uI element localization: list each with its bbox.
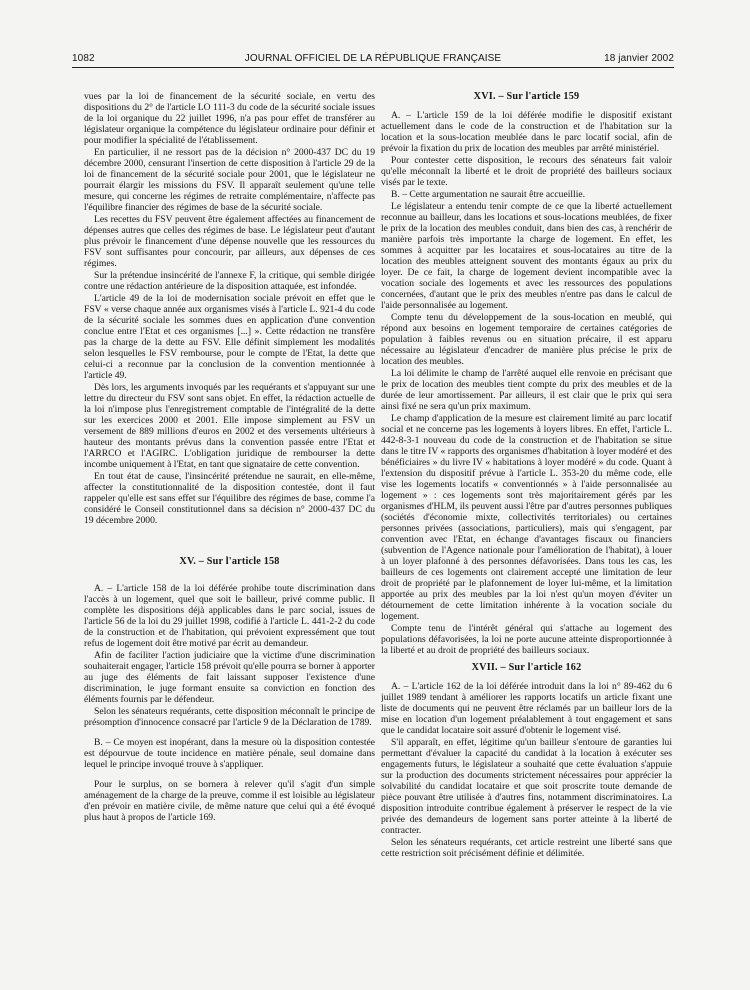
paragraph: En tout état de cause, l'insincérité prétendue ne saurait, en elle-même, affecter la constitutionnalité de la disposition contestée, dont il faut rappeler qu'elle est sans effet sur l'équilibre des régimes de base, comme l'a considéré le Conseil constitutionnel dans sa décision n° 2000-437 DC du 19 décembre 2000.: [84, 471, 375, 526]
paragraph: Le champ d'application de la mesure est clairement limité au parc locatif social et ne concerne pas les logements à loyers libres. En effet, l'article L. 442-8-3-1 nouveau du code de la construction et de l'habitation se situe dans le titre IV « rapports des organismes d'habitation à loyer modéré et des bénéficiaires » du livre IV « habitations à loyer modéré » du code. Quant à l'extension du dispositif prévue à l'article L. 353-20 du même code, elle vise les logements locatifs « conventionnés » à l'aide personnalisée au logement » : ces logements sont très majoritairement gérés par les organismes d'HLM, ils peuvent aussi l'être par d'autres personnes publiques (sociétés d'économie mixte, collectivités territoriales) ou certaines personnes privées (associations, particuliers), mais qui s'engagent, par convention avec l'Etat, en échange d'avantages fiscaux ou financiers (subvention de l'Agence nationale pour l'amélioration de l'habitat), à louer à un loyer plafonné à des personnes défavorisées. Dans tous les cas, les bailleurs de ces logements ont clairement accepté une limitation de leur droit de propriété par le plafonnement de loyer lui-même, et la limitation apportée au prix des meubles par la loi n'est qu'un moyen d'éviter un détournement de cette limitation inhérente à la vocation sociale du logement.: [381, 413, 672, 622]
paragraph: vues par la loi de financement de la sécurité sociale, en vertu des dispositions du 2° de l'article LO 111-3 du code de la sécurité sociale issues de la loi organique du 22 juillet 1996, n'a pas pour effet de transférer au législateur organique la compétence du législateur ordinaire pour définir et pour modifier la spécialité de l'établissement.: [84, 91, 375, 146]
paragraph: La loi délimite le champ de l'arrêté auquel elle renvoie en précisant que le prix de location des meubles tient compte du prix des meubles et de la durée de leur amortissement. Par ailleurs, il est clair que le prix qui sera ainsi fixé ne sera qu'un prix maximum.: [381, 368, 672, 412]
paragraph: B. – Ce moyen est inopérant, dans la mesure où la disposition contestée est dépourvue de toute incidence en matière pénale, seul domaine dans lequel le principe invoqué trouve à s'appliquer.: [84, 737, 375, 770]
paragraph: Pour contester cette disposition, le recours des sénateurs fait valoir qu'elle méconnaît la liberté et le droit de propriété des bailleurs sociaux visés par le texte.: [381, 155, 672, 188]
journal-title: JOURNAL OFFICIEL DE LA RÉPUBLIQUE FRANÇAISE: [244, 53, 502, 64]
paragraph: Compte tenu de l'intérêt général qui s'attache au logement des populations défavorisées, la loi ne porte aucune atteinte disproportionnée à la liberté et au droit de propriété des bailleurs sociaux.: [381, 623, 672, 656]
paragraph: A. – L'article 158 de la loi déférée prohibe toute discrimination dans l'accès à un logement, quel que soit le bailleur, privé comme public. Il complète les dispositions déjà applicables dans le parc social, issues de l'article 56 de la loi du 29 juillet 1998, codifié à l'article L. 441-2-2 du code de la construction et de l'habitation, qui prévoient expressément que tout refus de logement doit être motivé par écrit au demandeur.: [84, 583, 375, 649]
paragraph: Compte tenu du développement de la sous-location en meublé, qui répond aux besoins en logement temporaire de certaines catégories de population à faibles revenus ou en situation précaire, il est apparu nécessaire au législateur d'encadrer de manière plus précise le prix de location des meubles.: [381, 312, 672, 367]
spacer: [84, 771, 375, 779]
paragraph: Selon les sénateurs requérants, cet article restreint une liberté sans que cette restriction soit précisément définie et délimitée.: [381, 837, 672, 859]
paragraph: B. – Cette argumentation ne saurait être accueillie.: [391, 189, 586, 200]
section-heading-xvii: XVII. – Sur l'article 162: [471, 662, 582, 673]
publication-date: 18 janvier 2002: [604, 53, 674, 64]
section-heading-xv: XV. – Sur l'article 158: [179, 556, 280, 567]
paragraph: En particulier, il ne ressort pas de la décision n° 2000-437 DC du 19 décembre 2000, censurant l'insertion de cette disposition à l'article 29 de la loi de financement de la sécurité sociale pour 2001, que le législateur ne pourrait élargir les missions du FSV. Il apparaît seulement qu'une telle mesure, qui concerne les régimes de retraite complémentaire, n'affecte pas l'équilibre financier des régimes de base de la sécurité sociale.: [84, 147, 375, 213]
paragraph: S'il apparaît, en effet, légitime qu'un bailleur s'entoure de garanties lui permettant d'évaluer la capacité du candidat à la location à exécuter ses engagements futurs, le législateur a souhaité que cette évaluation s'appuie sur la production des documents strictement nécessaires pour apprécier la solvabilité du candidat locataire et que soit proscrite toute demande de pièce pouvant être utilisée à d'autres fins, notamment discriminatoires. La disposition introduite contribue également à préserver le respect de la vie privée des demandeurs de logement sans porter atteinte à la liberté de contracter.: [381, 737, 672, 836]
paragraph: A. – L'article 159 de la loi déférée modifie le dispositif existant actuellement dans le code de la construction et de l'habitation sur la location et la sous-location meublée dans le parc locatif social, afin de prévoir la fixation du prix de location des meubles par arrêté ministériel.: [381, 110, 672, 154]
paragraph: Pour le surplus, on se bornera à relever qu'il s'agit d'un simple aménagement de la charge de la preuve, comme il est loisible au législateur d'en prévoir en matière civile, de même nature que celui qui a été évoqué plus haut à propos de l'article 169.: [84, 779, 375, 823]
paragraph: A. – L'article 162 de la loi déférée introduit dans la loi n° 89-462 du 6 juillet 1989 tendant à améliorer les rapports locatifs un article fixant une liste de documents qui ne peuvent être réclamés par un bailleur lors de la mise en location d'un logement préalablement à tout engagement et sans que le candidat locataire soit assuré d'obtenir le logement visé.: [381, 681, 672, 736]
paragraph: Sur la prétendue insincérité de l'annexe F, la critique, qui semble dirigée contre une rédaction antérieure de la disposition attaquée, est infondée.: [84, 270, 375, 292]
paragraph: L'article 49 de la loi de modernisation sociale prévoit en effet que le FSV « verse chaque année aux organismes visés à l'article L. 921-4 du code de la sécurité sociale les sommes dues en application d'une convention conclue entre l'Etat et ces organismes [...] ». Cette rédaction ne transfère pas la charge de la dette au FSV. Elle définit simplement les modalités selon lesquelles le FSV rembourse, pour le compte de l'Etat, la dette que celui-ci a reconnue par la conclusion de la convention mentionnée à l'article 49.: [84, 293, 375, 381]
header-rule: [72, 67, 674, 68]
paragraph: Dès lors, les arguments invoqués par les requérants et s'appuyant sur une lettre du directeur du FSV sont sans objet. En effet, la rédaction actuelle de la loi n'impose plus l'enregistrement comptable de l'intégralité de la dette sur les exercices 2000 et 2001. Elle impose simplement au FSV un versement de 889 millions d'euros en 2002 et des versements ultérieurs à hauteur des montants prévus dans la convention passée entre l'Etat et l'ARRCO et l'AGIRC. L'obligation juridique de rembourser la dette incombe uniquement à l'Etat, en tant que signataire de cette convention.: [84, 382, 375, 470]
paragraph: Afin de faciliter l'action judiciaire que la victime d'une discrimination souhaiterait engager, l'article 158 prévoit qu'elle pourra se borner à apporter au juge des éléments de fait laissant supposer l'existence d'une discrimination, le juge formant ensuite sa conviction en fonction des éléments fournis par le défendeur.: [84, 650, 375, 705]
right-column: [381, 91, 672, 971]
section-heading-xvi: XVI. – Sur l'article 159: [473, 91, 580, 102]
page-number: 1082: [72, 53, 95, 64]
paragraph: Selon les sénateurs requérants, cette disposition méconnaît le principe de présomption d'innocence consacré par l'article 9 de la Déclaration de 1789.: [84, 706, 375, 728]
paragraph: Les recettes du FSV peuvent être également affectées au financement de dépenses autres que celles des régimes de base. Le législateur peut d'autant plus prévoir le financement d'une dépense nouvelle que les ressources du FSV sont suffisantes pour concourir, par ailleurs, aux dépenses de ces régimes.: [84, 214, 375, 269]
spacer: [84, 729, 375, 737]
paragraph: Le législateur a entendu tenir compte de ce que la liberté actuellement reconnue au bailleur, dans les locations et sous-locations meublées, de fixer le prix de la location des meubles conduit, dans bien des cas, à renchérir de manière parfois très importante la charge de logement. En effet, les sommes à acquitter par les locataires et sous-locataires au titre de la location des meubles atteignent souvent des montants égaux au prix du loyer. De ce fait, la charge de logement devient incompatible avec la vocation sociale des logements et avec les ressources des populations concernées, d'autant que le prix des meubles n'entre pas dans le calcul de l'aide personnalisée au logement.: [381, 201, 672, 311]
left-column: [84, 91, 375, 971]
